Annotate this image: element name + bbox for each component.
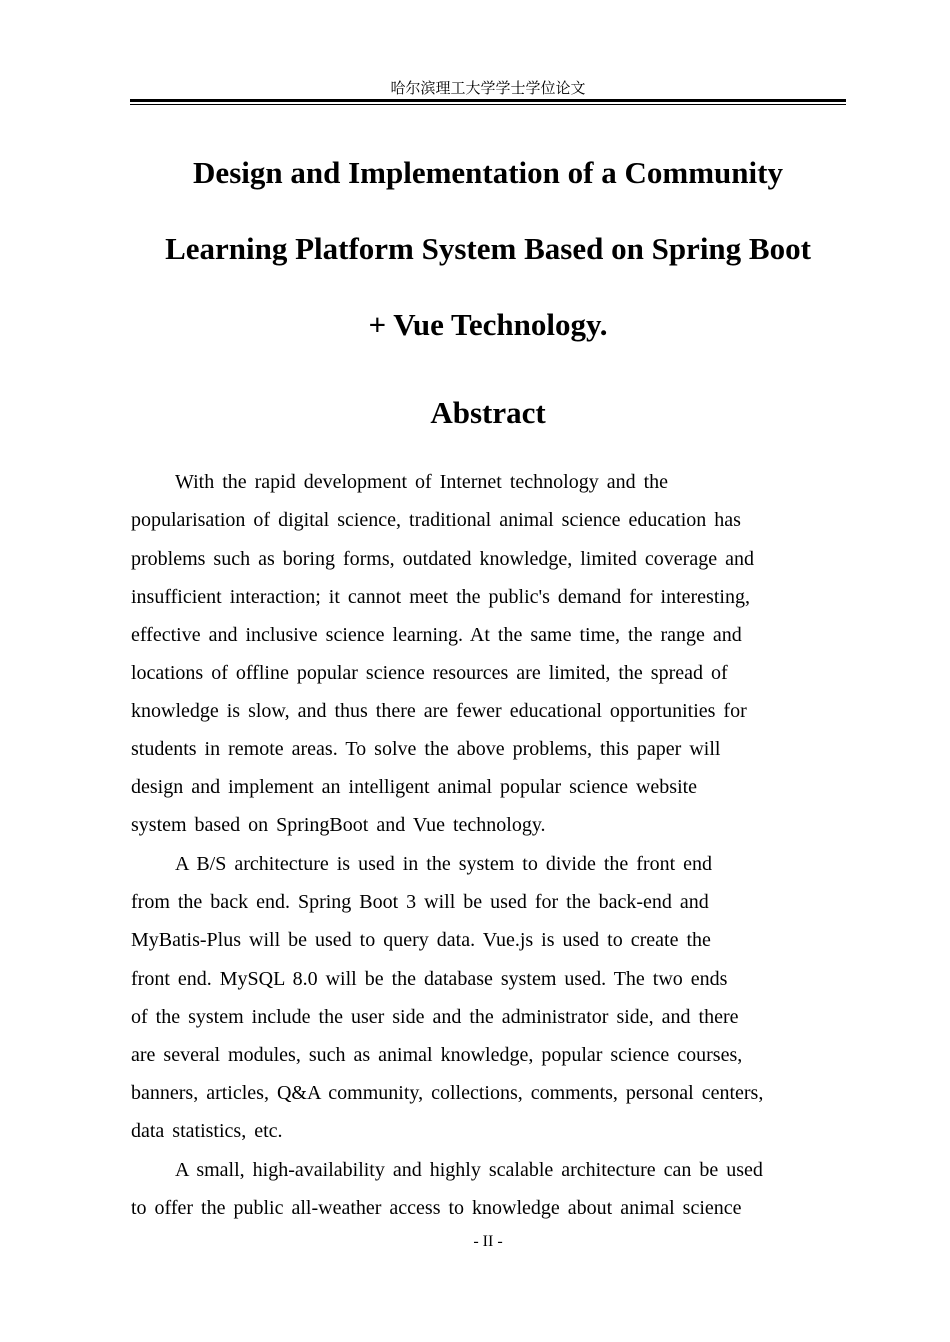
- abstract-text-line: locations of offline popular science resources are limited, the spread of: [131, 662, 728, 684]
- header-rule-thin: [130, 104, 846, 105]
- abstract-text-line: to offer the public all-weather access to knowledge about animal science: [131, 1197, 742, 1219]
- abstract-text-line: data statistics, etc.: [131, 1120, 283, 1142]
- running-header: 哈尔滨理工大学学士学位论文: [390, 79, 586, 97]
- abstract-text-line: students in remote areas. To solve the above problems, this paper will: [131, 738, 721, 760]
- abstract-text-line: With the rapid development of Internet technology and the: [175, 471, 669, 493]
- abstract-text-line: A B/S architecture is used in the system to divide the front end: [175, 853, 713, 875]
- abstract-text-line: design and implement an intelligent animal popular science website: [131, 776, 698, 798]
- abstract-text-line: effective and inclusive science learning. At the same time, the range and: [131, 624, 742, 646]
- abstract-heading: Abstract: [430, 395, 546, 430]
- abstract-text-line: system based on SpringBoot and Vue technology.: [131, 814, 546, 836]
- abstract-text-line: from the back end. Spring Boot 3 will be used for the back-end and: [131, 891, 709, 913]
- abstract-text-line: A small, high-availability and highly scalable architecture can be used: [175, 1159, 763, 1181]
- abstract-text-line: banners, articles, Q&A community, collections, comments, personal centers,: [131, 1082, 764, 1104]
- paper-title-line-3: + Vue Technology.: [368, 307, 608, 342]
- abstract-text-line: knowledge is slow, and thus there are fewer educational opportunities for: [131, 700, 747, 722]
- abstract-text-line: of the system include the user side and the administrator side, and there: [131, 1006, 739, 1028]
- abstract-text-line: insufficient interaction; it cannot meet the public's demand for interesting,: [131, 586, 750, 608]
- abstract-text-line: problems such as boring forms, outdated knowledge, limited coverage and: [131, 548, 754, 570]
- abstract-text-line: popularisation of digital science, traditional animal science education has: [131, 509, 741, 531]
- abstract-text-line: MyBatis-Plus will be used to query data. Vue.js is used to create the: [131, 929, 711, 951]
- abstract-text-line: are several modules, such as animal knowledge, popular science courses,: [131, 1044, 743, 1066]
- paper-title-line-2: Learning Platform System Based on Spring Boot: [165, 231, 811, 266]
- abstract-text-line: front end. MySQL 8.0 will be the database system used. The two ends: [131, 968, 728, 990]
- paper-title-line-1: Design and Implementation of a Community: [193, 155, 783, 190]
- header-rule-thick: [130, 99, 846, 102]
- page-number: - II -: [473, 1233, 503, 1250]
